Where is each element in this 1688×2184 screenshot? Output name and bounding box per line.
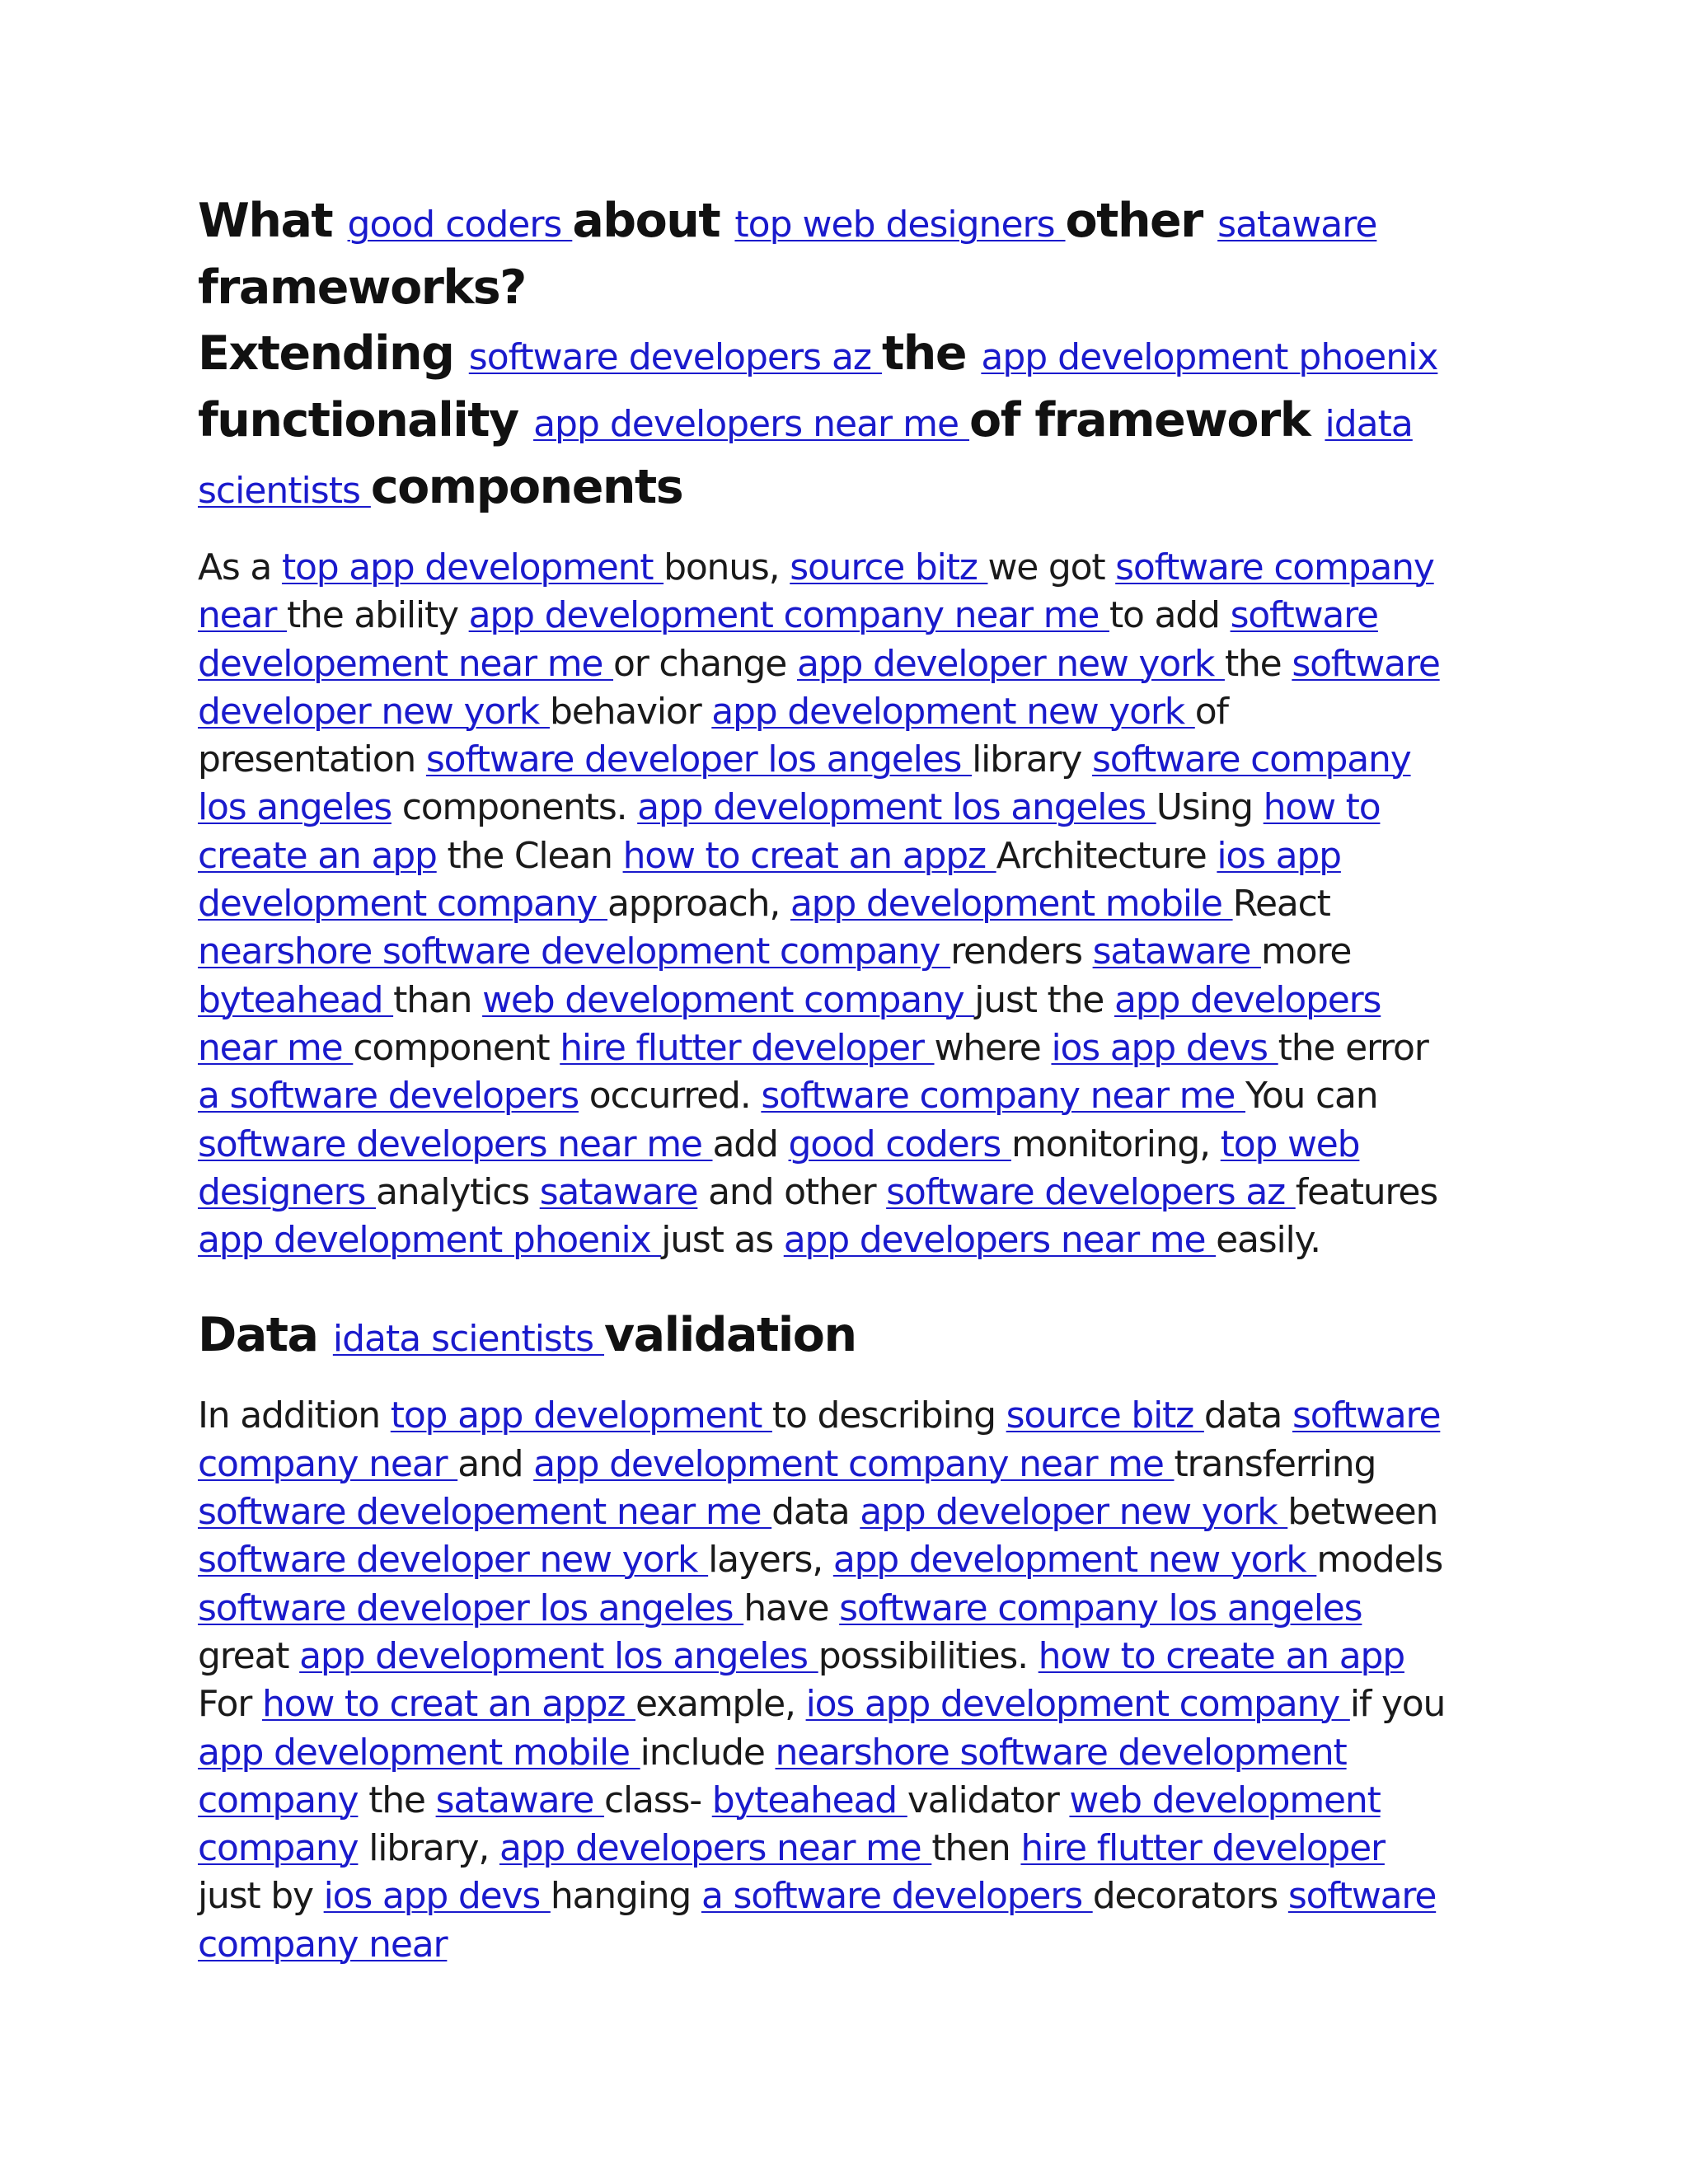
paragraph-data-validation bbox=[198, 1392, 1451, 1969]
body-link[interactable]: software company near me bbox=[761, 1075, 1245, 1118]
body-link[interactable]: nearshore software development company bbox=[198, 1731, 1347, 1821]
body-link[interactable]: top app development bbox=[281, 546, 664, 588]
body-link[interactable]: how to creat an appz bbox=[261, 1683, 636, 1726]
body-text: renders bbox=[950, 930, 1093, 973]
heading-text: about bbox=[572, 194, 735, 248]
body-text: features bbox=[1295, 1170, 1437, 1213]
body-text: between bbox=[1287, 1491, 1438, 1534]
body-text: class- bbox=[604, 1779, 712, 1821]
link-top-web-designers[interactable]: top web designers bbox=[734, 204, 1066, 246]
body-text: component bbox=[353, 1026, 560, 1069]
body-text: the bbox=[358, 1779, 436, 1821]
heading-text: Data bbox=[198, 1308, 333, 1363]
body-link[interactable]: byteahead bbox=[711, 1779, 907, 1821]
paragraph-presentation-components bbox=[198, 544, 1451, 1264]
body-link[interactable]: a software developers bbox=[198, 1075, 579, 1118]
body-text: easily. bbox=[1216, 1219, 1320, 1262]
body-text: approach, bbox=[607, 883, 790, 926]
body-text: we got bbox=[987, 546, 1116, 588]
body-link[interactable]: app development new york bbox=[832, 1539, 1317, 1582]
body-text: React bbox=[1232, 883, 1330, 926]
body-link[interactable]: nearshore software development company bbox=[198, 930, 951, 973]
body-link[interactable]: app development los angeles bbox=[637, 786, 1156, 829]
body-link[interactable]: software company near bbox=[198, 1875, 1437, 1966]
heading-text: other bbox=[1065, 194, 1218, 248]
body-link[interactable]: software developers near me bbox=[198, 1122, 713, 1165]
body-text: example, bbox=[635, 1683, 806, 1726]
body-link[interactable]: good coders bbox=[788, 1122, 1011, 1165]
body-link[interactable]: app developers near me bbox=[198, 978, 1381, 1069]
body-text: just as bbox=[661, 1219, 784, 1262]
body-link[interactable]: sataware bbox=[1092, 930, 1262, 973]
body-text: occurred. bbox=[578, 1075, 762, 1118]
body-text: analytics bbox=[376, 1170, 540, 1213]
body-text: Using bbox=[1156, 786, 1264, 829]
body-link[interactable]: top app development bbox=[390, 1394, 772, 1437]
body-link[interactable]: software developer new york bbox=[198, 1539, 709, 1582]
body-text: data bbox=[771, 1491, 860, 1534]
body-link[interactable]: how to create an app bbox=[198, 786, 1381, 877]
body-link[interactable]: software company near bbox=[198, 1394, 1441, 1485]
body-text: more bbox=[1261, 930, 1352, 973]
body-link[interactable]: a software developers bbox=[701, 1875, 1093, 1918]
body-text: just by bbox=[198, 1875, 324, 1918]
body-text: decorators bbox=[1092, 1875, 1288, 1918]
body-text: library, bbox=[358, 1827, 499, 1870]
body-link[interactable]: app development phoenix bbox=[198, 1219, 662, 1262]
heading-text: functionality bbox=[198, 393, 534, 448]
body-link[interactable]: hire flutter developer bbox=[1020, 1827, 1385, 1870]
heading-data-validation bbox=[198, 1304, 1451, 1371]
body-link[interactable]: ios app development company bbox=[805, 1683, 1350, 1726]
link-idata-scientists[interactable]: idata scientists bbox=[332, 1318, 605, 1361]
body-text: In addition bbox=[198, 1394, 391, 1437]
body-text: than bbox=[393, 978, 483, 1021]
body-link[interactable]: byteahead bbox=[198, 978, 394, 1021]
body-link[interactable]: ios app devs bbox=[1051, 1026, 1278, 1069]
body-link[interactable]: app development los angeles bbox=[299, 1634, 818, 1677]
link-app-development-phoenix[interactable]: app development phoenix bbox=[981, 336, 1438, 378]
body-link[interactable]: app developer new york bbox=[860, 1491, 1288, 1534]
body-link[interactable]: software company los angeles bbox=[839, 1586, 1362, 1629]
heading-text: Extending bbox=[198, 326, 469, 381]
link-software-developers-az[interactable]: software developers az bbox=[468, 336, 883, 378]
body-link[interactable]: web development company bbox=[482, 978, 975, 1021]
heading-text: validation bbox=[604, 1308, 856, 1363]
heading-text: What bbox=[198, 194, 348, 248]
body-text: components. bbox=[391, 786, 638, 829]
body-text: monitoring, bbox=[1010, 1122, 1221, 1165]
body-text: of presentation bbox=[198, 690, 1228, 781]
body-link[interactable]: software developer los angeles bbox=[425, 738, 973, 781]
body-link[interactable]: hire flutter developer bbox=[560, 1026, 935, 1069]
body-link[interactable]: app development mobile bbox=[198, 1731, 640, 1774]
body-text: the ability bbox=[287, 594, 469, 637]
body-link[interactable]: software developer los angeles bbox=[198, 1586, 744, 1629]
body-link[interactable]: how to creat an appz bbox=[622, 834, 996, 877]
body-text: bonus, bbox=[663, 546, 790, 588]
body-text: add bbox=[712, 1122, 789, 1165]
body-text: the error bbox=[1278, 1026, 1428, 1069]
body-text: transferring bbox=[1174, 1442, 1376, 1485]
body-text: You can bbox=[1245, 1075, 1378, 1118]
body-link[interactable]: app developers near me bbox=[783, 1219, 1217, 1262]
body-text: the bbox=[1224, 642, 1292, 685]
body-text: hanging bbox=[550, 1875, 701, 1918]
heading-text: of framework bbox=[969, 393, 1325, 448]
body-link[interactable]: app developer new york bbox=[796, 642, 1225, 685]
body-link[interactable]: app developers near me bbox=[499, 1827, 932, 1870]
body-link[interactable]: source bitz bbox=[790, 546, 988, 588]
body-text: and other bbox=[697, 1170, 887, 1213]
body-text: validator bbox=[907, 1779, 1070, 1821]
body-text: models bbox=[1316, 1539, 1443, 1582]
body-text: great bbox=[198, 1634, 300, 1677]
body-link[interactable]: ios app devs bbox=[323, 1875, 551, 1918]
heading-text: frameworks? bbox=[198, 260, 526, 315]
body-link[interactable]: app development company near me bbox=[533, 1442, 1175, 1485]
body-text: and bbox=[457, 1442, 534, 1485]
body-link[interactable]: software company los angeles bbox=[198, 738, 1411, 829]
heading-extending-functionality bbox=[198, 322, 1451, 523]
body-link[interactable]: source bitz bbox=[1006, 1394, 1204, 1437]
body-link[interactable]: software developement near me bbox=[198, 594, 1378, 685]
document-page bbox=[198, 190, 1451, 1969]
body-link[interactable]: app development new york bbox=[711, 690, 1195, 733]
body-text: possibilities. bbox=[818, 1634, 1039, 1677]
body-text: As a bbox=[198, 546, 282, 588]
body-link[interactable]: software developement near me bbox=[198, 1491, 772, 1534]
body-text: have bbox=[743, 1586, 840, 1629]
body-text: data bbox=[1203, 1394, 1292, 1437]
body-text: include bbox=[640, 1731, 776, 1774]
body-text: to describing bbox=[771, 1394, 1006, 1437]
body-link[interactable]: app development mobile bbox=[790, 883, 1233, 926]
body-link[interactable]: web development company bbox=[198, 1779, 1381, 1870]
body-text: layers, bbox=[708, 1539, 833, 1582]
body-text: library bbox=[972, 738, 1093, 781]
body-link[interactable]: software developers az bbox=[886, 1170, 1296, 1213]
heading-text: the bbox=[882, 326, 982, 381]
body-text: the Clean bbox=[436, 834, 623, 877]
body-link[interactable]: ios app development company bbox=[198, 834, 1341, 926]
body-text: then bbox=[931, 1827, 1021, 1870]
body-text: behavior bbox=[549, 690, 712, 733]
body-link[interactable]: top web designers bbox=[198, 1122, 1360, 1213]
body-text: where bbox=[934, 1026, 1052, 1069]
body-link[interactable]: sataware bbox=[435, 1779, 605, 1821]
body-text: just the bbox=[974, 978, 1114, 1021]
heading-text: components bbox=[370, 460, 683, 514]
link-idata-scientists[interactable]: idata scientists bbox=[198, 403, 1413, 512]
body-text: For bbox=[198, 1683, 262, 1726]
body-text: Architecture bbox=[996, 834, 1217, 877]
body-link[interactable]: app development company near me bbox=[468, 594, 1109, 637]
body-text: or change bbox=[613, 642, 797, 685]
body-link[interactable]: software company near bbox=[198, 546, 1434, 637]
link-sataware[interactable]: sataware bbox=[1217, 204, 1377, 246]
body-link[interactable]: how to create an app bbox=[1038, 1634, 1404, 1677]
body-link[interactable]: sataware bbox=[539, 1170, 698, 1213]
link-app-developers-near-me[interactable]: app developers near me bbox=[533, 403, 970, 445]
body-text: if you bbox=[1349, 1683, 1446, 1726]
link-good-coders[interactable]: good coders bbox=[347, 204, 573, 246]
heading-frameworks bbox=[198, 190, 1451, 319]
body-text: to add bbox=[1109, 594, 1231, 637]
body-link[interactable]: software developer new york bbox=[198, 642, 1440, 733]
